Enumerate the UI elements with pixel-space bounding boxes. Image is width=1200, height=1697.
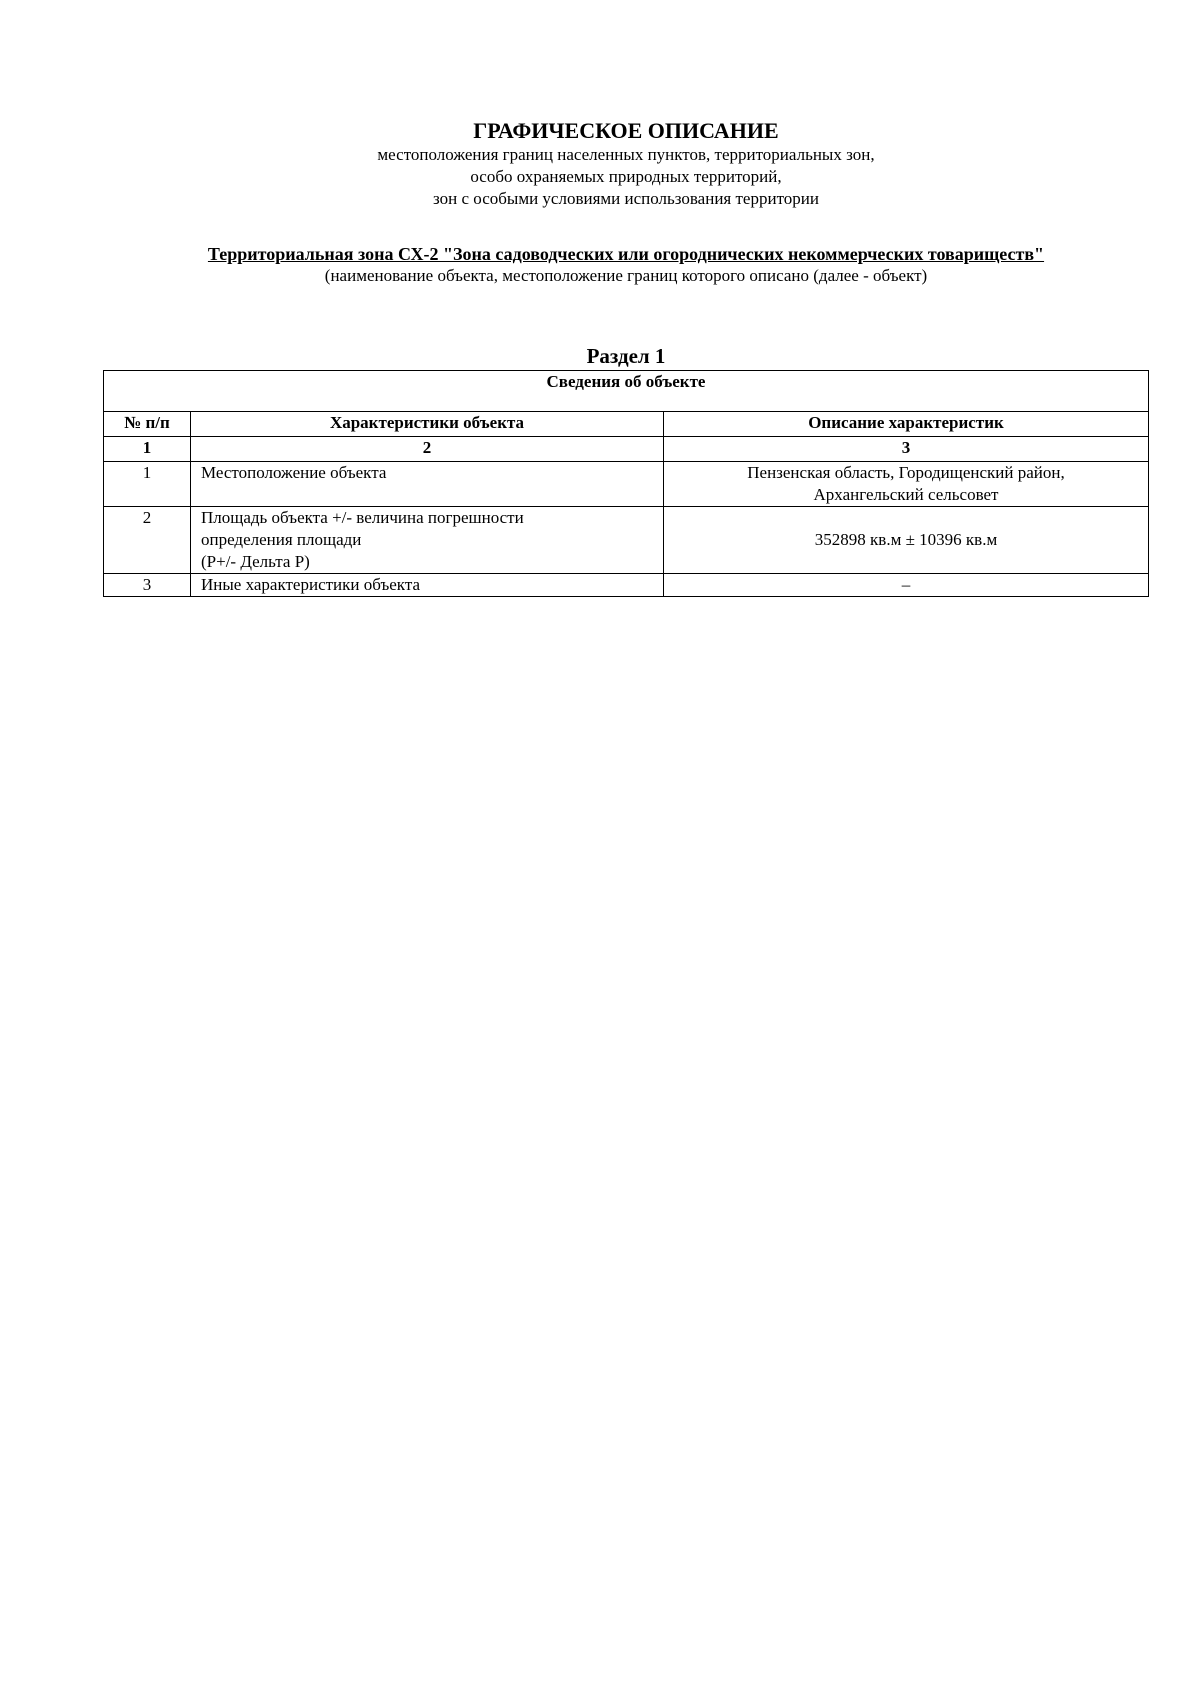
object-caption: (наименование объекта, местоположение границ которого описано (далее - объект) bbox=[324, 266, 928, 285]
column-numbers-row bbox=[104, 437, 1149, 462]
column-number-2: 2 bbox=[191, 437, 664, 462]
section-title: Раздел 1 bbox=[586, 344, 666, 368]
row-number: 1 bbox=[104, 462, 191, 507]
column-number-3: 3 bbox=[664, 437, 1149, 462]
characteristic-line: Площадь объекта +/- величина погрешности bbox=[201, 508, 524, 527]
column-number-1: 1 bbox=[104, 437, 191, 462]
subtitle-line-3: зон с особыми условиями использования территории bbox=[433, 189, 819, 208]
table-caption: Сведения об объекте bbox=[104, 371, 1149, 412]
table-caption-row bbox=[104, 371, 1149, 412]
row-characteristic bbox=[191, 574, 664, 597]
row-description bbox=[664, 462, 1149, 507]
document-header bbox=[0, 118, 1200, 210]
characteristic-line: Иные характеристики объекта bbox=[201, 575, 421, 594]
table-row bbox=[104, 507, 1149, 574]
table-row bbox=[104, 462, 1149, 507]
row-number: 3 bbox=[104, 574, 191, 597]
table-header-row bbox=[104, 412, 1149, 437]
object-info-table bbox=[103, 370, 1149, 597]
row-characteristic bbox=[191, 507, 664, 574]
header-characteristic: Характеристики объекта bbox=[191, 412, 664, 437]
row-description bbox=[664, 574, 1149, 597]
description-line: Пензенская область, Городищенский район, bbox=[747, 463, 1065, 482]
object-name: Территориальная зона СХ-2 "Зона садоводческих или огороднических некоммерческих товариществ" bbox=[207, 244, 1045, 264]
description-line: Архангельский сельсовет bbox=[813, 485, 999, 504]
subtitle-line-2: особо охраняемых природных территорий, bbox=[470, 167, 782, 186]
subtitle-line-1: местоположения границ населенных пунктов, территориальных зон, bbox=[377, 145, 875, 164]
description-line: – bbox=[901, 575, 911, 594]
table-row bbox=[104, 574, 1149, 597]
row-description bbox=[664, 507, 1149, 574]
row-characteristic bbox=[191, 462, 664, 507]
characteristic-line: (P+/- Дельта P) bbox=[201, 552, 310, 571]
header-description: Описание характеристик bbox=[664, 412, 1149, 437]
document-title: ГРАФИЧЕСКОЕ ОПИСАНИЕ bbox=[473, 118, 779, 143]
object-block bbox=[0, 243, 1200, 287]
characteristic-line: Местоположение объекта bbox=[201, 463, 387, 482]
characteristic-line: определения площади bbox=[201, 530, 362, 549]
description-line: 352898 кв.м ± 10396 кв.м bbox=[814, 530, 998, 549]
row-number: 2 bbox=[104, 507, 191, 574]
header-num: № п/п bbox=[104, 412, 191, 437]
